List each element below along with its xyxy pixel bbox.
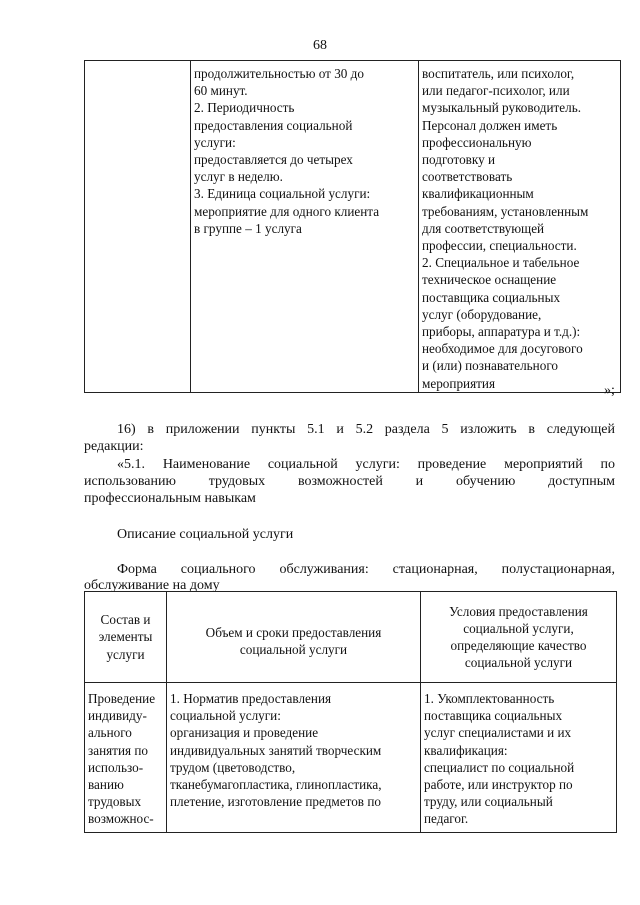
text-line: социальной услуги	[464, 655, 573, 671]
text-line: музыкальный руководитель.	[422, 100, 582, 116]
text-line: квалификационным	[422, 186, 534, 202]
text-line: элементы	[98, 629, 153, 645]
header-cell-conditions	[421, 592, 617, 683]
continuation-table	[84, 60, 621, 393]
text-line: использо-	[88, 759, 144, 775]
text-line: мероприятия	[422, 375, 496, 391]
text-line: соответствовать	[422, 169, 513, 185]
text-line: услуги	[106, 646, 145, 662]
service-form-line-2: обслуживание на дому	[84, 578, 220, 593]
text-line: Проведение	[88, 691, 156, 706]
paragraph-51-line-2: использованию трудовых возможностей и обучению доступным	[84, 474, 615, 489]
text-line: работе, или инструктор по	[424, 777, 573, 793]
text-line: услуги:	[194, 134, 236, 150]
paragraph-16-line-1: 16) в приложении пункты 5.1 и 5.2 раздела 5 изложить в следующей	[117, 422, 615, 437]
header-cell-volume	[167, 592, 421, 683]
text-line: 1. Норматив предоставления	[170, 691, 332, 706]
text-line: для соответствующей	[422, 220, 545, 236]
text-line: 1. Укомплектованность	[424, 691, 555, 706]
table-header-row	[85, 592, 617, 683]
text-line: предоставляется до четырех	[194, 152, 353, 168]
text-line: 60 минут.	[194, 83, 248, 99]
text-line: ального	[88, 725, 132, 741]
text-line: индивидуальных занятий творческим	[170, 742, 382, 758]
text-line: или педагог-психолог, или	[422, 83, 570, 99]
text-line: занятия по	[88, 742, 149, 758]
paragraph-51-line-3: профессиональным навыкам	[84, 491, 256, 506]
text-line: определяющие качество	[450, 638, 587, 653]
table-cell-volume	[191, 61, 419, 393]
text-line: Объем и сроки предоставления	[205, 624, 382, 640]
cell-lines	[194, 65, 414, 237]
text-line: социальной услуги,	[463, 620, 574, 636]
text-line: приборы, аппаратура и т.д.):	[422, 324, 581, 340]
cell-service-conditions	[421, 683, 617, 833]
text-line: трудовых	[88, 794, 142, 810]
text-line: подготовку и	[422, 152, 496, 168]
table-cell-empty	[85, 61, 191, 393]
service-description-table	[84, 591, 617, 833]
text-line: необходимое для досугового	[422, 341, 583, 357]
text-line: квалификация:	[424, 742, 508, 758]
text-line: Персонал должен иметь	[422, 117, 558, 133]
text-line: профессии, специальности.	[422, 238, 577, 254]
text-line: трудом (цветоводство,	[170, 759, 296, 775]
text-line: воспитатель, или психолог,	[422, 66, 575, 81]
paragraph-16-line-2: редакции:	[84, 439, 144, 454]
text-line: ванию	[88, 777, 124, 793]
header-cell-composition	[85, 592, 167, 683]
text-line: возможнос-	[88, 811, 154, 827]
text-line: 3. Единица социальной услуги:	[194, 186, 371, 202]
service-form-line-1: Форма социального обслуживания: стационарная, полустационарная,	[117, 562, 615, 577]
text-line: поставщика социальных	[424, 708, 563, 724]
table-row	[85, 61, 621, 393]
text-line: Состав и	[100, 612, 151, 628]
paragraph-51-line-1: «5.1. Наименование социальной услуги: проведение мероприятий по	[117, 457, 615, 472]
text-line: Условия предоставления	[449, 603, 588, 619]
text-line: педагог.	[424, 811, 469, 827]
text-line: мероприятие для одного клиента	[194, 203, 380, 219]
text-line: профессиональную	[422, 134, 532, 150]
text-line: и (или) познавательного	[422, 358, 559, 374]
text-line: плетение, изготовление предметов по	[170, 794, 381, 810]
text-line: организация и проведение	[170, 725, 319, 741]
text-line: требованиям, установленным	[422, 203, 589, 219]
text-line: труду, или социальный	[424, 794, 553, 810]
table-row	[85, 683, 617, 833]
text-line: предоставления социальной	[194, 117, 353, 133]
cell-service-volume	[167, 683, 421, 833]
text-line: социальной услуги	[239, 642, 348, 657]
cell-service-element	[85, 683, 167, 833]
text-line: специалист по социальной	[424, 759, 575, 775]
text-line: в группе – 1 услуга	[194, 220, 302, 236]
text-line: услуг (оборудование,	[422, 306, 542, 322]
text-line: социальной услуги:	[170, 708, 281, 724]
text-line: 2. Периодичность	[194, 100, 295, 116]
text-line: тканебумагопластика, глинопластика,	[170, 777, 382, 793]
cell-lines	[422, 65, 618, 392]
page-number: 68	[313, 38, 327, 53]
text-line: поставщика социальных	[422, 289, 561, 305]
text-line: техническое оснащение	[422, 272, 557, 288]
closing-quote-mark: »;	[604, 383, 615, 398]
text-line: услуг специалистами и их	[424, 725, 572, 741]
table-cell-conditions	[419, 61, 621, 393]
text-line: 2. Специальное и табельное	[422, 255, 580, 271]
description-heading: Описание социальной услуги	[117, 527, 294, 542]
text-line: индивиду-	[88, 708, 147, 724]
text-line: услуг в неделю.	[194, 169, 283, 185]
text-line: продолжительностью от 30 до	[194, 66, 364, 81]
